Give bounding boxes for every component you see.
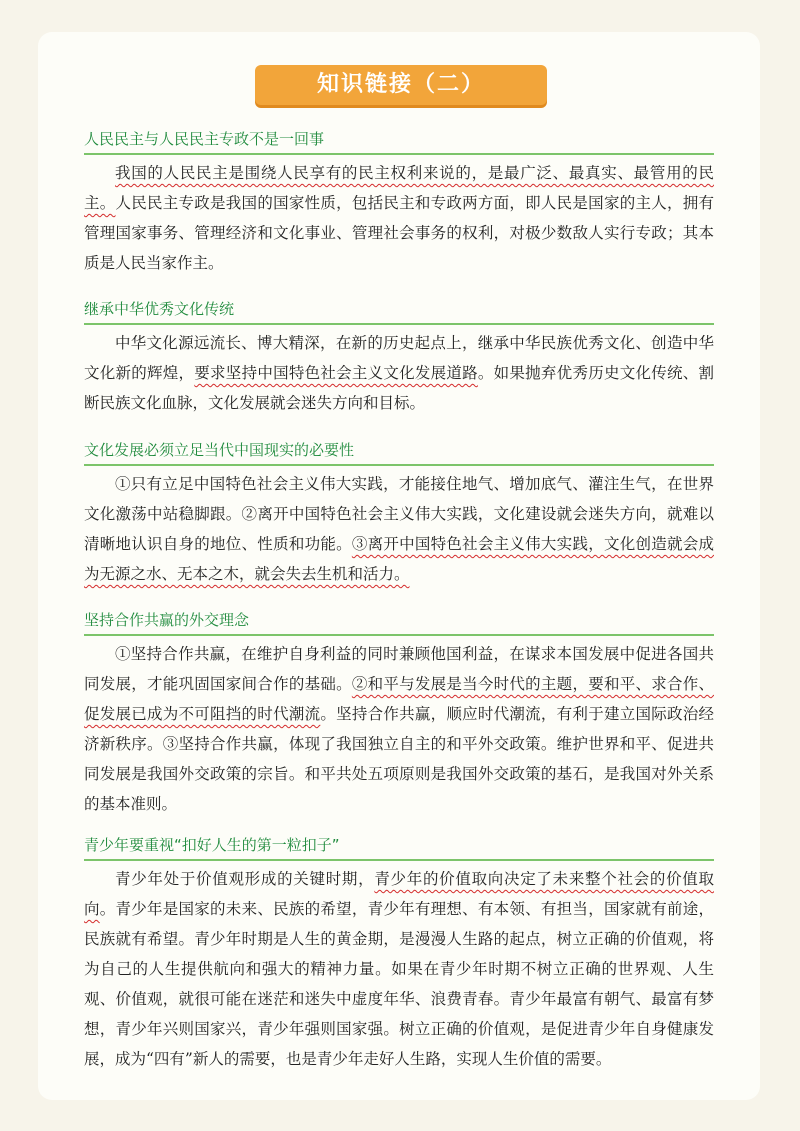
underlined-text: 要求坚持中国特色社会主义文化发展道路 [194, 364, 478, 382]
section-paragraph-3 [84, 469, 714, 589]
underlined-text: 我国的人民民主是围绕人民享有的民主权利来说的，是最广泛、最真实、最管用的民主。 [84, 164, 714, 212]
body-text: ①坚持合作共赢，在维护自身利益的同时兼顾他国利益，在谋求本国发展中促进各国共同发展，才能巩固国家间合作的基础。 [84, 645, 714, 693]
section-paragraph-1 [84, 158, 714, 278]
section-heading-1: 人民民主与人民民主专政不是一回事 [84, 128, 714, 155]
section-heading-2: 继承中华优秀文化传统 [84, 298, 714, 325]
body-text: ①只有立足中国特色社会主义伟大实践，才能接住地气、增加底气、灌注生气，在世界文化激荡中站稳脚跟。②离开中国特色社会主义伟大实践，文化建设就会迷失方向，就难以清晰地认识自身的地位、性质和功能。 [84, 475, 714, 553]
page-title: 知识链接（二） [255, 65, 547, 105]
body-text: 。如果抛弃优秀历史文化传统、割断民族文化血脉，文化发展就会迷失方向和目标。 [84, 364, 714, 412]
section-paragraph-4 [84, 639, 714, 819]
body-text: 青少年处于价值观形成的关键时期， [115, 870, 375, 888]
body-text: 中华文化源远流长、博大精深，在新的历史起点上，继承中华民族优秀文化、创造中华文化新的辉煌， [84, 334, 714, 382]
underlined-text: ③离开中国特色社会主义伟大实践，文化创造就会成为无源之水、无本之木，就会失去生机和活力。 [84, 535, 714, 583]
section-heading-4: 坚持合作共赢的外交理念 [84, 609, 714, 636]
section-heading-5: 青少年要重视“扣好人生的第一粒扣子” [84, 834, 714, 861]
body-text: 人民民主专政是我国的国家性质，包括民主和专政两方面，即人民是国家的主人，拥有管理国家事务、管理经济和文化事业、管理社会事务的权利，对极少数敌人实行专政；其本质是人民当家作主。 [84, 194, 714, 272]
section-paragraph-2 [84, 328, 714, 418]
section-heading-3: 文化发展必须立足当代中国现实的必要性 [84, 439, 714, 466]
body-text: 。青少年是国家的未来、民族的希望，青少年有理想、有本领、有担当，国家就有前途，民族就有希望。青少年时期是人生的黄金期，是漫漫人生路的起点，树立正确的价值观，将为自己的人生提供航向和强大的精神力量。如果在青少年时期不树立正确的世界观、人生观、价值观，就很可能在迷茫和迷失中虚度年华、浪费青春。青少年最富有朝气、最富有梦想，青少年兴则国家兴，青少年强则国家强。树立正确的价值观，是促进青少年自身健康发展，成为“四有”新人的需要，也是青少年走好人生路，实现人生价值的需要。 [84, 900, 714, 1068]
underlined-text: ②和平与发展是当今时代的主题，要和平、求合作、促发展已成为不可阻挡的时代潮流 [84, 675, 714, 723]
section-paragraph-5 [84, 864, 714, 1074]
underlined-text: 青少年的价值取向决定了未来整个社会的价值取向 [84, 870, 714, 918]
body-text: 。坚持合作共赢，顺应时代潮流，有利于建立国际政治经济新秩序。③坚持合作共赢，体现了我国独立自主的和平外交政策。维护世界和平、促进共同发展是我国外交政策的宗旨。和平共处五项原则是我国外交政策的基石，是我国对外关系的基本准则。 [84, 705, 714, 813]
